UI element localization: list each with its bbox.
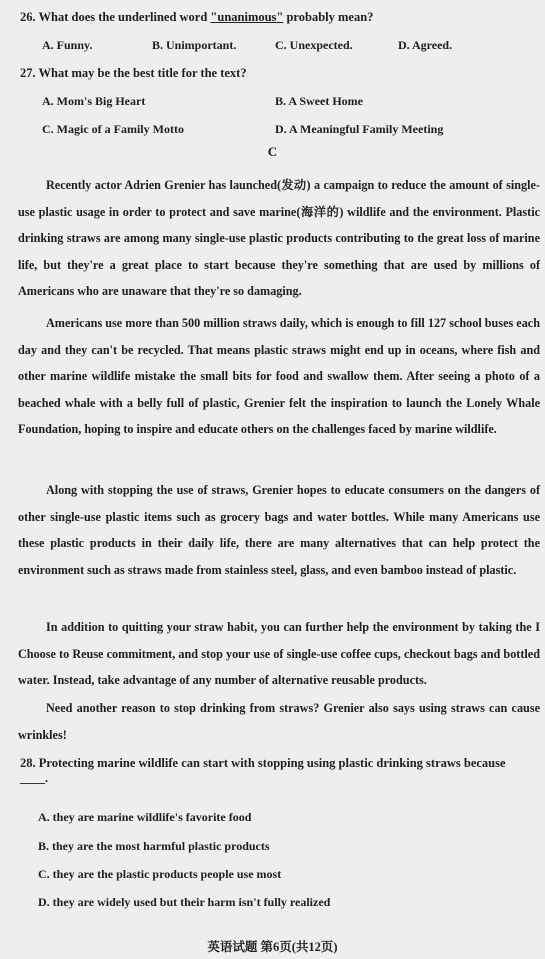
question-27-stem: 27. What may be the best title for the text? (20, 66, 247, 80)
q27-option-b[interactable]: B. A Sweet Home (275, 94, 363, 108)
q28-blank: ____. (20, 771, 49, 785)
paragraph-1: Recently actor Adrien Grenier has launched(发动) a campaign to reduce the amount of single-use plastic usage in order to protect and save marine(海洋的) wildlife and the environment. Plastic drinking straws are among many single-use plastic products contributing to the great loss of marine life, but they're a great place to start because they're something that are used by millions of Americans who are unaware that they're so damaging. (18, 178, 540, 299)
paragraph-4: In addition to quitting your straw habit, you can further help the environment by taking the I Choose to Reuse commitment, and stop your use of single-use coffee cups, checkout bags and bottled water. Instead, take advantage of any number of alternative reusable products. (18, 620, 540, 688)
q28-option-b[interactable]: B. they are the most harmful plastic products (38, 839, 270, 853)
q28-stem-text: 28. Protecting marine wildlife can start with stopping using plastic drinking straws because (20, 756, 506, 770)
q26-option-b[interactable]: B. Unimportant. (152, 38, 237, 52)
q27-option-a[interactable]: A. Mom's Big Heart (42, 94, 146, 108)
underlined-word: "unanimous" (210, 10, 284, 24)
q27-option-c[interactable]: C. Magic of a Family Motto (42, 122, 184, 136)
q26-option-c[interactable]: C. Unexpected. (275, 38, 353, 52)
paragraph-5: Need another reason to stop drinking from straws? Grenier also says using straws can cause wrinkles! (18, 701, 540, 742)
q28-option-c[interactable]: C. they are the plastic products people use most (38, 867, 282, 881)
q26-suffix: probably mean? (286, 10, 374, 24)
page-footer: 英语试题 第6页(共12页) (207, 940, 338, 954)
paragraph-3: Along with stopping the use of straws, Grenier hopes to educate consumers on the dangers of other single-use plastic items such as grocery bags and water bottles. While many Americans use these plastic products in their daily life, there are many alternatives that can help protect the environment such as straws made from stainless steel, glass, and even bamboo instead of plastic. (18, 483, 540, 577)
question-28-stem (20, 756, 540, 786)
q28-option-d[interactable]: D. they are widely used but their harm isn't fully realized (38, 895, 331, 909)
paragraph-2: Americans use more than 500 million straws daily, which is enough to fill 127 school buses each day and they can't be recycled. That means plastic straws might end up in oceans, where fish and other marine wildlife mistake the small bits for food and swallow them. After seeing a photo of a beached whale with a belly full of plastic, Grenier felt the inspiration to launch the Lonely Whale Foundation, hoping to inspire and educate others on the challenges faced by marine wildlife. (18, 316, 540, 437)
question-26-stem (20, 10, 373, 25)
q26-option-d[interactable]: D. Agreed. (398, 38, 453, 52)
section-label: C (267, 144, 278, 159)
q27-option-d[interactable]: D. A Meaningful Family Meeting (275, 122, 444, 136)
q26-prefix: 26. What does the underlined word (20, 10, 208, 24)
q28-option-a[interactable]: A. they are marine wildlife's favorite food (38, 810, 252, 824)
q26-option-a[interactable]: A. Funny. (42, 38, 93, 52)
